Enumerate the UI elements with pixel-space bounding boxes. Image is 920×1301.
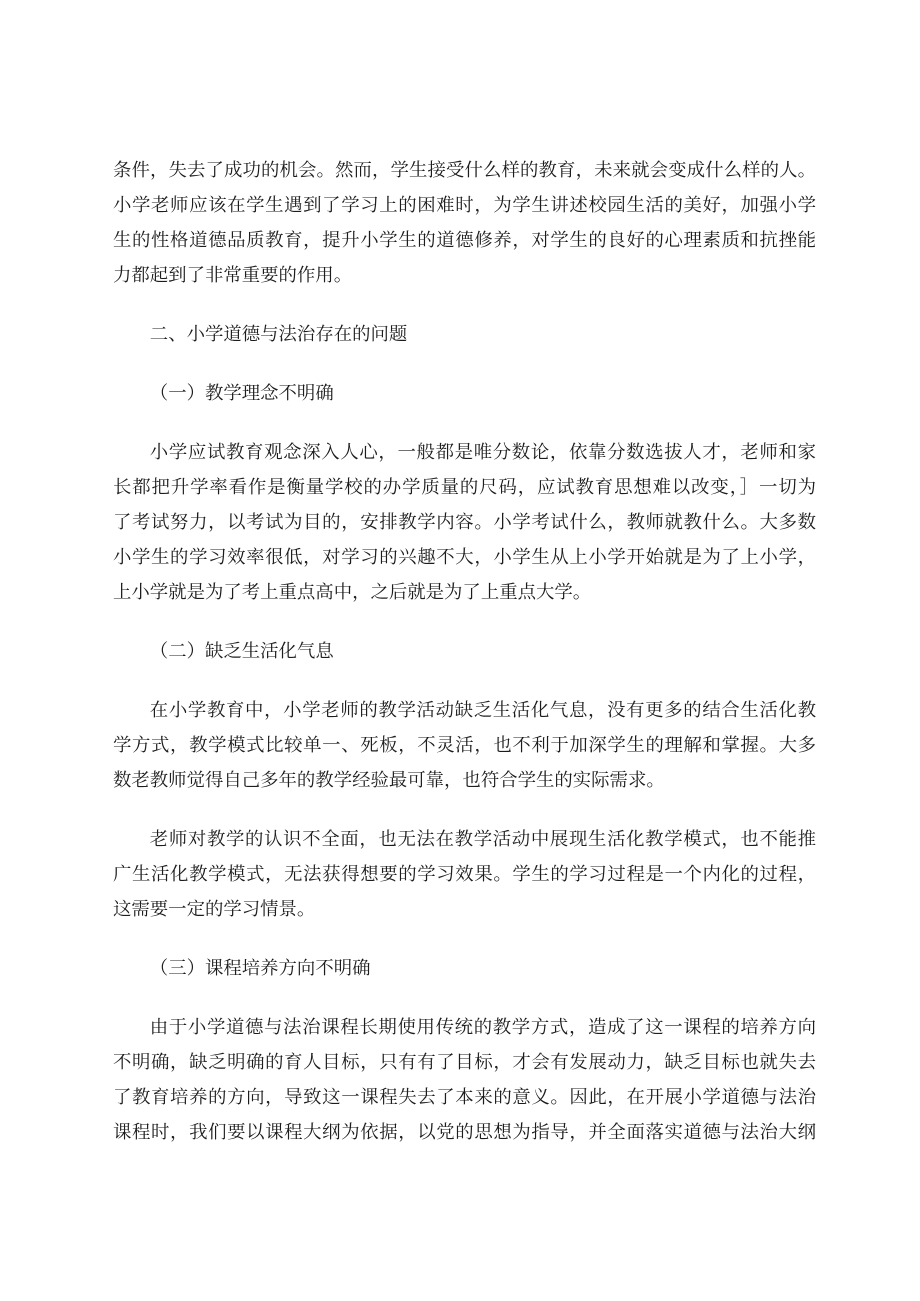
paragraph-exam-oriented-education	[113, 435, 816, 610]
text-line: 由于小学道德与法治课程长期使用传统的教学方式，造成了这一课程的培养方向	[149, 1017, 816, 1037]
text-line: 学方式，教学模式比较单一、死板，不灵活，也不利于加深学生的理解和掌握。大多	[113, 735, 816, 755]
section-heading-problems	[113, 317, 816, 352]
subsection-heading-3-cultivation-direction	[113, 951, 816, 986]
text-line: 长都把升学率看作是衡量学校的办学质量的尺码，应试教育思想难以改变，］一切为	[113, 477, 816, 497]
text-line: 数老教师觉得自己多年的教学经验最可靠，也符合学生的实际需求。	[113, 770, 665, 790]
text-line: 小学老师应该在学生遇到了学习上的困难时，为学生讲述校园生活的美好，加强小学	[113, 195, 816, 215]
text-line: （三）课程培养方向不明确	[149, 958, 371, 978]
text-line: 上小学就是为了考上重点高中，之后就是为了上重点大学。	[113, 582, 592, 602]
paragraph-teaching-activities	[113, 693, 816, 798]
subsection-heading-1-teaching-concept	[113, 376, 816, 411]
text-line: 二、小学道德与法治存在的问题	[149, 324, 408, 344]
text-line: （一）教学理念不明确	[149, 383, 334, 403]
paragraph-course-direction-continues-next-page	[113, 1010, 816, 1150]
text-line: （二）缺乏生活化气息	[149, 641, 334, 661]
text-line: 在小学教育中，小学老师的教学活动缺乏生活化气息，没有更多的结合生活化教	[149, 700, 816, 720]
subsection-heading-2-lack-of-life-atmosphere	[113, 634, 816, 669]
text-line: 老师对教学的认识不全面，也无法在教学活动中展现生活化教学模式，也不能推	[149, 829, 816, 849]
text-line: 了教育培养的方向，导致这一课程失去了本来的意义。因此，在开展小学道德与法治	[113, 1087, 816, 1107]
text-line: 不明确，缺乏明确的育人目标，只有有了目标，才会有发展动力，缺乏目标也就失去	[113, 1052, 816, 1072]
text-line: 课程时，我们要以课程大纲为依据，以党的思想为指导，并全面落实道德与法治大纲	[113, 1122, 816, 1142]
paragraph-teacher-understanding	[113, 822, 816, 927]
text-line: 力都起到了非常重要的作用。	[113, 265, 353, 285]
text-line: 条件，失去了成功的机会。然而，学生接受什么样的教育，未来就会变成什么样的人。	[113, 160, 816, 180]
text-line: 广生活化教学模式，无法获得想要的学习效果。学生的学习过程是一个内化的过程，	[113, 864, 816, 884]
document-body	[113, 153, 816, 1150]
text-line: 这需要一定的学习情景。	[113, 899, 316, 919]
text-line: 生的性格道德品质教育，提升小学生的道德修养，对学生的良好的心理素质和抗挫能	[113, 230, 816, 250]
text-line: 小学生的学习效率很低，对学习的兴趣不大，小学生从上小学开始就是为了上小学，	[113, 547, 816, 567]
text-line: 了考试努力，以考试为目的，安排教学内容。小学考试什么，教师就教什么。大多数	[113, 512, 816, 532]
paragraph-continued-from-previous-page	[113, 153, 816, 293]
text-line: 小学应试教育观念深入人心，一般都是唯分数论，依靠分数选拔人才，老师和家	[149, 442, 816, 462]
